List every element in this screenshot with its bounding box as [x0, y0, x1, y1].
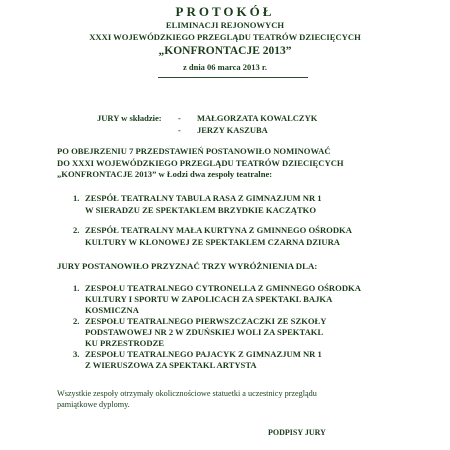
nomination-number: 1.	[73, 193, 80, 203]
award-number: 3.	[73, 349, 80, 359]
closing-note: Wszystkie zespoły otrzymały okolicznościowe statuetki a uczestnicy przeglądu	[57, 389, 317, 398]
award-text: PODSTAWOWEJ NR 2 W ZDUŃSKIEJ WOLI ZA SPEKTAKL	[85, 327, 324, 337]
jury-dash: -	[178, 125, 181, 135]
award-text: ZESPOŁU TEATRALNEGO CYTRONELLA Z GMINNEGO OŚRODKA	[85, 283, 361, 293]
intro-line: PO OBEJRZENIU 7 PRZEDSTAWIEŃ POSTANOWIŁO NOMINOWAĆ	[57, 146, 331, 156]
award-text: KOSMICZNA	[85, 305, 139, 315]
intro-line: „KONFRONTACJE 2013” w Łodzi dwa zespoły teatralne:	[57, 169, 273, 179]
nomination-text: KULTURY W KLONOWEJ ZE SPEKTAKLEM CZARNA DZIURA	[85, 237, 341, 247]
jury-member-name: JERZY KASZUBA	[197, 125, 268, 135]
award-text: Z WIERUSZOWA ZA SPEKTAKL ARTYSTA	[85, 360, 257, 370]
award-text: ZESPOŁU TEATRALNEGO PAJACYK Z GIMNAZJUM NR 1	[85, 349, 322, 359]
nomination-text: W SIERADZU ZE SPEKTAKLEM BRZYDKIE KACZĄTKO	[85, 205, 317, 215]
document-title: PROTOKÓŁ	[175, 4, 275, 19]
intro-line: DO XXXI WOJEWÓDZKIEGO PRZEGLĄDU TEATRÓW DZIECIĘCYCH	[57, 158, 344, 168]
award-number: 1.	[73, 283, 80, 293]
award-number: 2.	[73, 316, 80, 326]
header-subtitle-2: XXXI WOJEWÓDZKIEGO PRZEGLĄDU TEATRÓW DZIECIĘCYCH	[89, 32, 361, 42]
jury-label: JURY w składzie:	[97, 113, 162, 123]
nomination-number: 2.	[73, 225, 80, 235]
jury-signatures: PODPISY JURY	[268, 428, 326, 437]
jury-dash: -	[178, 113, 181, 123]
award-text: KULTURY I SPORTU W ZAPOLICACH ZA SPEKTAKL BAJKA	[85, 294, 333, 304]
document-date: z dnia 06 marca 2013 r.	[182, 62, 268, 72]
festival-name: „KONFRONTACJE 2013”	[158, 45, 292, 57]
header-divider	[158, 77, 308, 78]
closing-note: pamiątkowe dyplomy.	[57, 400, 130, 409]
header-subtitle-1: ELIMINACJI REJONOWYCH	[165, 20, 285, 30]
jury-member-name: MAŁGORZATA KOWALCZYK	[197, 113, 318, 123]
nomination-text: ZESPÓŁ TEATRALNY TABULA RASA Z GIMNAZJUM NR 1	[85, 193, 322, 203]
nomination-text: ZESPÓŁ TEATRALNY MAŁA KURTYNA Z GMINNEGO OŚRODKA	[85, 225, 352, 235]
award-text: ZESPOŁU TEATRALNEGO PIERWSZCZACZKI ZE SZKOŁY	[85, 316, 327, 326]
jury-decision: JURY POSTANOWIŁO PRZYZNAĆ TRZY WYRÓŻNIENIA DLA:	[57, 261, 318, 271]
award-text: KU PRZESTRODZE	[85, 338, 165, 348]
